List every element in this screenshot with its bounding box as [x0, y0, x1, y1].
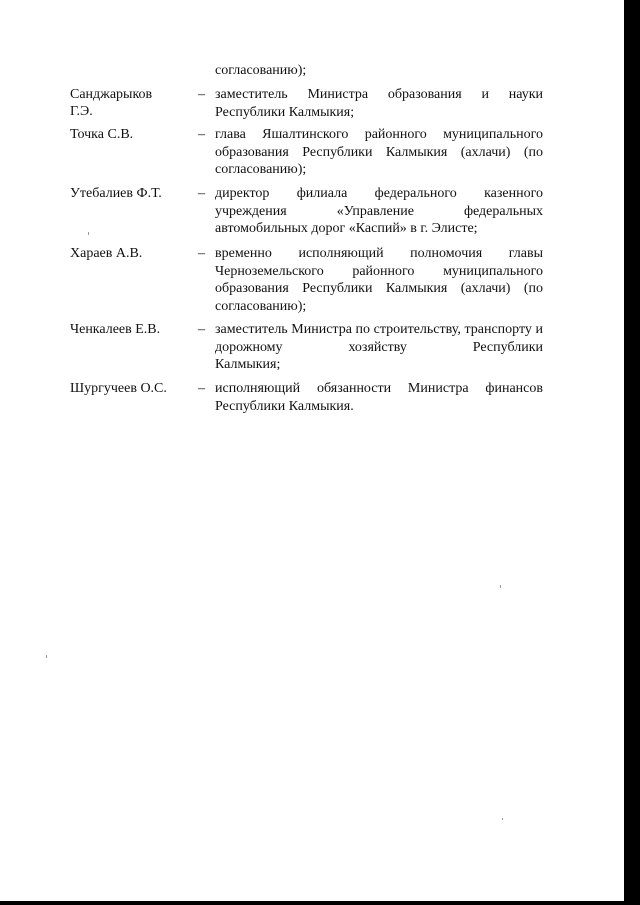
scan-speck: [502, 818, 503, 820]
scan-edge-right: [624, 0, 640, 905]
scan-speck: [46, 655, 47, 658]
person-name: Ченкалеев Е.В.: [70, 322, 161, 337]
position-description-end: согласованию);: [215, 162, 307, 177]
position-description-end: автомобильных дорог «Каспий» в г. Элисте;: [215, 221, 478, 236]
person-name: Хараев А.В.: [70, 246, 143, 261]
position-description-end: Республики Калмыкия;: [215, 104, 355, 120]
position-description-end: Республики Калмыкия.: [215, 398, 354, 414]
position-description: заместитель Министра по строительству, транспорту и дорожному хозяйству Республики: [215, 322, 543, 355]
position-description-end: согласованию);: [215, 298, 307, 314]
dash: –: [198, 186, 205, 201]
person-name: Шургучеев О.С.: [70, 381, 167, 396]
continuation-text: согласованию);: [215, 63, 307, 78]
position-description: глава Яшалтинского районного муниципального образования Республики Калмыкия (ахлачи) (по: [215, 127, 543, 160]
dash: –: [198, 127, 205, 142]
dash: –: [198, 322, 205, 337]
scan-speck: [500, 585, 501, 588]
person-name: Точка С.В.: [70, 127, 134, 142]
scan-speck: [88, 232, 89, 235]
position-description: директор филиала федерального казенного учреждения «Управление федеральных: [215, 186, 543, 219]
dash: –: [198, 87, 205, 102]
person-name-initials: Г.Э.: [70, 104, 93, 119]
position-description-end: Калмыкия;: [215, 357, 281, 372]
dash: –: [198, 381, 205, 396]
person-name: Санджарыков: [70, 87, 153, 102]
dash: –: [198, 246, 205, 261]
scan-edge-bottom: [0, 901, 640, 905]
person-name: Утебалиев Ф.Т.: [70, 186, 162, 201]
position-description: заместитель Министра образования и науки: [215, 87, 543, 102]
position-description: исполняющий обязанности Министра финансов: [215, 381, 543, 396]
position-description: временно исполняющий полномочия главы Черноземельского районного муниципального образования Республики Калмыкия (ахлачи) (по: [215, 246, 543, 296]
